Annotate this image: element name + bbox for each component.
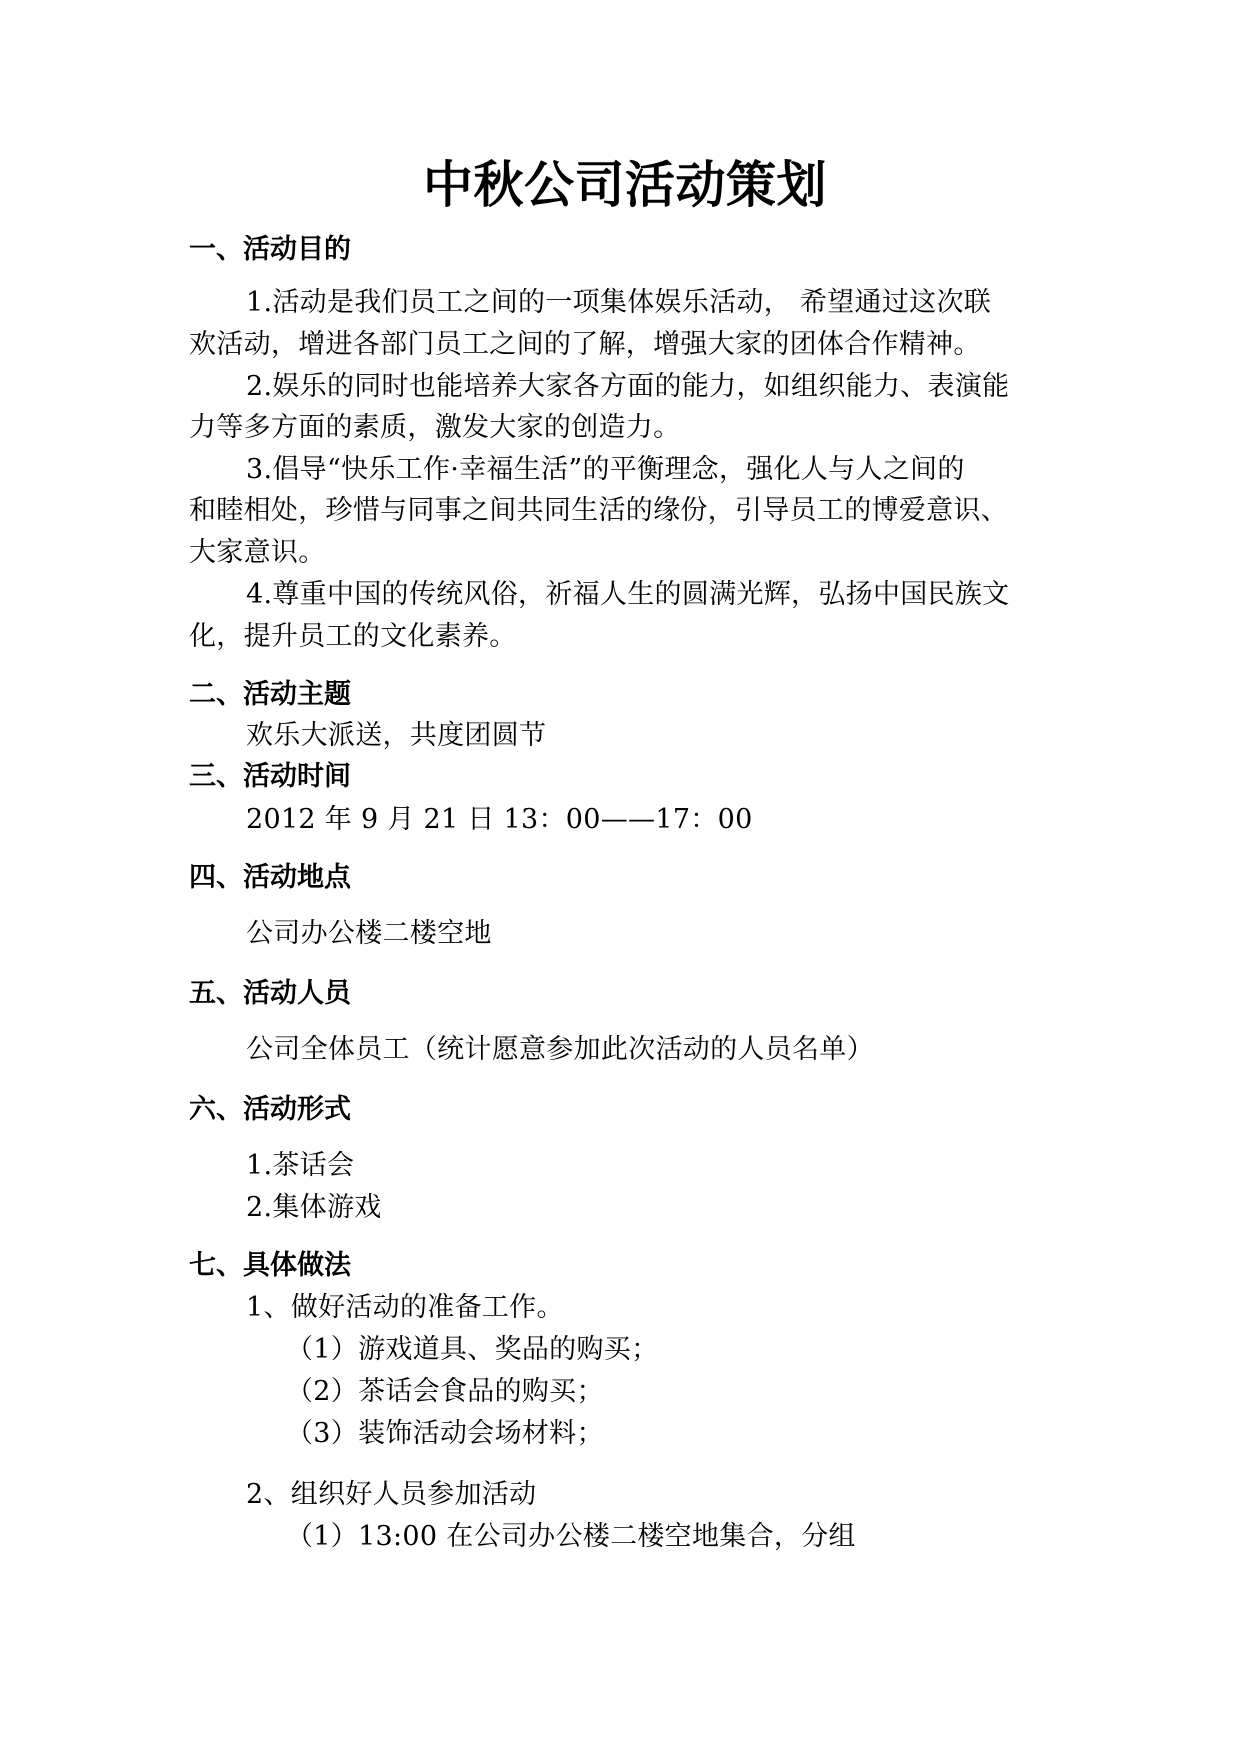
paragraph-line: 和睦相处，珍惜与同事之间共同生活的缘份，引导员工的博爱意识、 <box>189 495 1008 526</box>
section-heading-time: 三、活动时间 <box>189 761 351 792</box>
list-item: （2）茶话会食品的购买； <box>286 1376 604 1407</box>
paragraph-line: 3.倡导“快乐工作·幸福生活”的平衡理念，强化人与人之间的 <box>246 454 965 485</box>
section-text-location: 公司办公楼二楼空地 <box>246 918 492 949</box>
list-item: 1.茶话会 <box>246 1150 355 1181</box>
section-heading-participants: 五、活动人员 <box>189 978 351 1009</box>
section-heading-format: 六、活动形式 <box>189 1094 351 1125</box>
section-text-theme: 欢乐大派送，共度团圆节 <box>246 720 547 751</box>
paragraph-line: 化，提升员工的文化素养。 <box>189 621 517 652</box>
section-heading-location: 四、活动地点 <box>189 862 351 893</box>
paragraph-line: 欢活动，增进各部门员工之间的了解，增强大家的团体合作精神。 <box>189 329 981 360</box>
paragraph-line: 1.活动是我们员工之间的一项集体娱乐活动， 希望通过这次联 <box>246 287 992 318</box>
list-item: 2、组织好人员参加活动 <box>246 1479 537 1510</box>
list-item: （1）游戏道具、奖品的购买； <box>286 1334 659 1365</box>
paragraph-line: 力等多方面的素质，激发大家的创造力。 <box>189 412 681 443</box>
paragraph-line: 4.尊重中国的传统风俗，祈福人生的圆满光辉，弘扬中国民族文 <box>246 579 1010 610</box>
list-item: （3）装饰活动会场材料； <box>286 1418 604 1449</box>
section-heading-procedure: 七、具体做法 <box>189 1250 351 1281</box>
section-heading-purpose: 一、活动目的 <box>189 234 351 265</box>
list-item: 1、做好活动的准备工作。 <box>246 1292 564 1323</box>
section-heading-theme: 二、活动主题 <box>189 679 351 710</box>
section-text-participants: 公司全体员工（统计愿意参加此次活动的人员名单） <box>246 1034 874 1065</box>
list-item: （1）13:00 在公司办公楼二楼空地集合，分组 <box>286 1521 856 1552</box>
paragraph-line: 大家意识。 <box>189 537 326 568</box>
list-item: 2.集体游戏 <box>246 1192 382 1223</box>
section-text-time: 2012 年 9 月 21 日 13：00——17：00 <box>246 804 753 835</box>
paragraph-line: 2.娱乐的同时也能培养大家各方面的能力，如组织能力、表演能 <box>246 371 1010 402</box>
page-title: 中秋公司活动策划 <box>423 155 827 214</box>
